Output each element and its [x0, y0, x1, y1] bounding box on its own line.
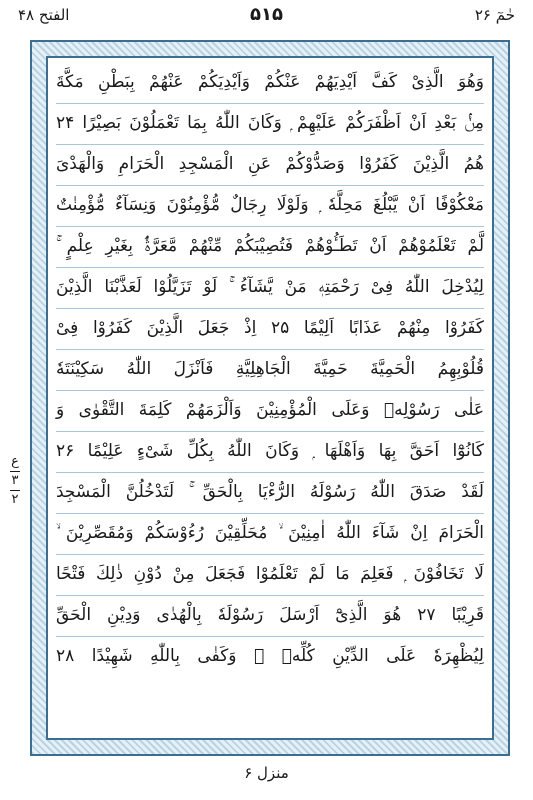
verse-line: قُلُوْبِهِمُ الْحَمِیَّةَ حَمِیَّةَ الْجَاهِلِیَّةِ فَاَنْزَلَ اللّٰهُ سَكِیْنَتَهٗ — [56, 349, 484, 391]
verse-line: وَهُوَ الَّذِیْ كَفَّ اَیْدِیَهُمْ عَنْكُمْ وَاَیْدِیَكُمْ عَنْهُمْ بِبَطْنِ مَكَّةَ — [56, 62, 484, 104]
verse-line: كَانُوْٓا اَحَقَّ بِهَا وَاَهْلَهَا ۭ وَكَانَ اللّٰهُ بِكُلِّ شَیْءٍ عَلِیْمًا ۲۶ — [56, 431, 484, 473]
ruku-marker-middle: ۳ — [11, 473, 19, 488]
decorative-border — [30, 40, 510, 756]
verse-line: عَلٰی رَسُوْلِهٖ وَعَلَی الْمُؤْمِنِیْنَ وَاَلْزَمَهُمْ كَلِمَةَ التَّقْوٰی وَ — [56, 390, 484, 432]
verse-line: مَعْكُوْفًا اَنْ یَّبْلُغَ مَحِلَّهٗ ۭ وَلَوْلَا رِجَالٌ مُّؤْمِنُوْنَ وَنِسَآءٌ مُّؤْمِنٰتٌ — [56, 185, 484, 227]
surah-label: الفتح ۴۸ — [18, 6, 70, 24]
text-panel — [46, 56, 494, 740]
ruku-marker-divider — [10, 490, 20, 491]
verse-line: الْحَرَامَ اِنْ شَآءَ اللّٰهُ اٰمِنِیْنَ ۙ مُحَلِّقِیْنَ رُءُوْسَكُمْ وَمُقَصِّرِیْنَ ۙ — [56, 513, 484, 555]
verse-line: مِنْۢ بَعْدِ اَنْ اَظْفَرَكُمْ عَلَیْهِمْ ۭ وَكَانَ اللّٰهُ بِمَا تَعْمَلُوْنَ بَصِیْرًا ۲۴ — [56, 103, 484, 145]
verse-line: لَّمْ تَعْلَمُوْهُمْ اَنْ تَطَـُٔوْهُمْ فَتُصِیْبَكُمْ مِّنْهُمْ مَّعَرَّةٌۢ بِغَیْرِ عِلْمٍ ۚ — [56, 226, 484, 268]
verse-line: لَا تَخَافُوْنَ ۭ فَعَلِمَ مَا لَمْ تَعْلَمُوْا فَجَعَلَ مِنْ دُوْنِ ذٰلِكَ فَتْحًا — [56, 554, 484, 596]
page-number: ۵۱۵ — [250, 4, 283, 25]
manzil-footer: منزل ۶ — [244, 764, 289, 782]
page-header — [0, 0, 533, 34]
verse-line: لَقَدْ صَدَقَ اللّٰهُ رَسُوْلَهُ الرُّءْیَا بِالْحَقِّ ۚ لَتَدْخُلُنَّ الْمَسْجِدَ — [56, 472, 484, 514]
ruku-marker-top: ع — [11, 454, 19, 469]
verse-line: لِیُظْهِرَهٗ عَلَی الدِّیْنِ كُلِّهٖ ۭ وَكَفٰی بِاللّٰهِ شَهِیْدًا ۲۸ — [56, 646, 484, 666]
verse-line: قَرِیْبًا ۲۷ هُوَ الَّذِیْٓ اَرْسَلَ رَسُوْلَهٗ بِالْهُدٰی وَدِیْنِ الْحَقِّ — [56, 595, 484, 637]
juz-label: حٰمٓ ۲۶ — [474, 6, 515, 24]
verse-lines — [48, 58, 492, 738]
verse-line: هُمُ الَّذِیْنَ كَفَرُوْا وَصَدُّوْكُمْ عَنِ الْمَسْجِدِ الْحَرَامِ وَالْهَدْیَ — [56, 144, 484, 186]
verse-line: كَفَرُوْا مِنْهُمْ عَذَابًا اَلِیْمًا ۲۵ اِذْ جَعَلَ الَّذِیْنَ كَفَرُوْا فِیْ — [56, 308, 484, 350]
ruku-marker — [6, 455, 24, 507]
ruku-marker-divider — [10, 471, 20, 472]
ruku-marker-bottom: ۲ — [11, 492, 19, 507]
verse-line: لِیُدْخِلَ اللّٰهُ فِیْ رَحْمَتِهٖ مَنْ یَّشَآءُ ۚ لَوْ تَزَیَّلُوْا لَعَذَّبْنَا الَّذِیْنَ — [56, 267, 484, 309]
